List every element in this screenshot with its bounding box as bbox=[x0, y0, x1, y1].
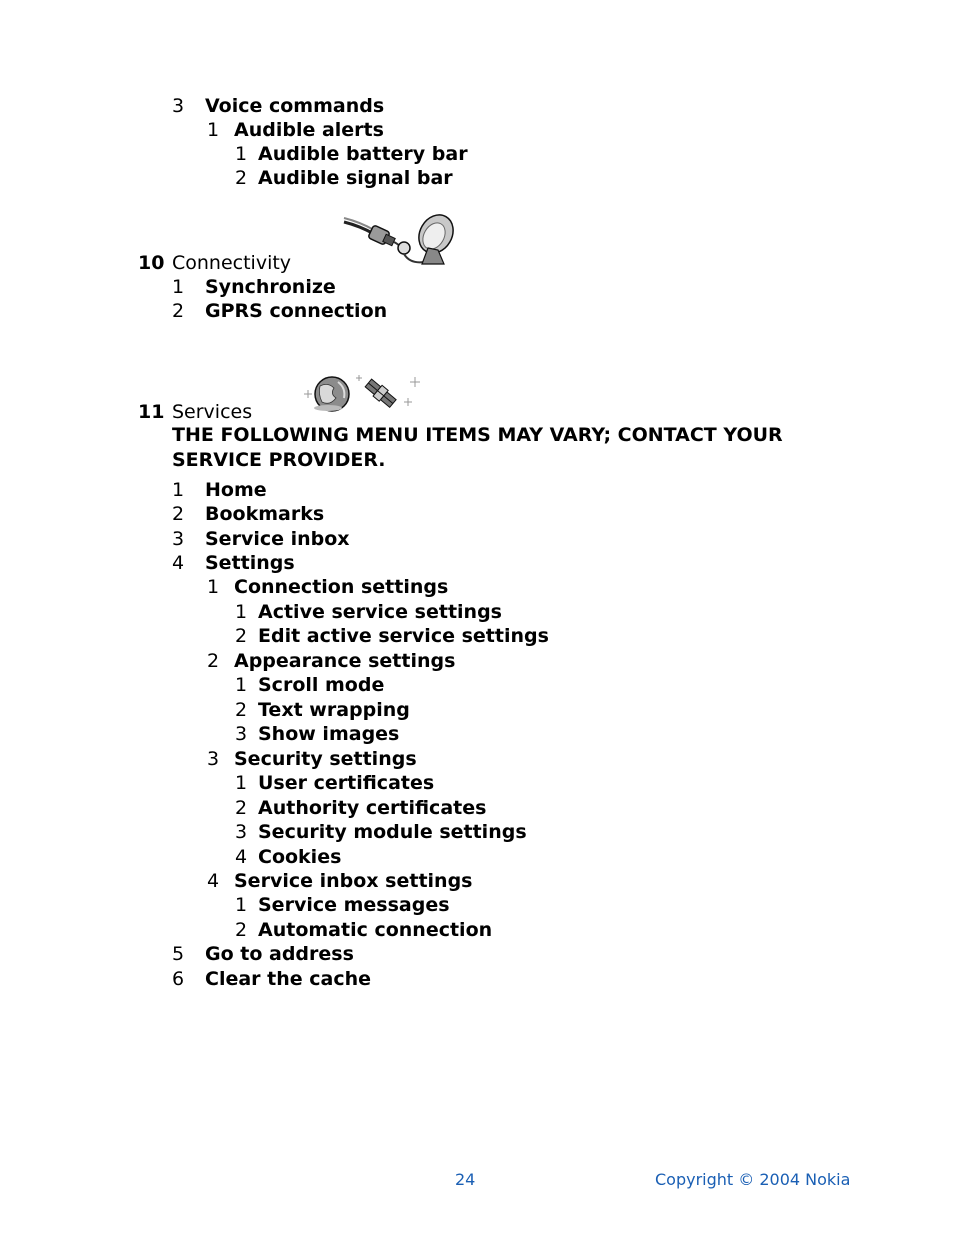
item-number: 1 bbox=[207, 576, 220, 598]
item-number: 1 bbox=[235, 601, 248, 623]
cable-satellite-dish-icon bbox=[340, 212, 456, 268]
menu-item-service-messages: Service messages bbox=[258, 894, 450, 916]
section-title-services: Services bbox=[172, 401, 253, 423]
item-number: 1 bbox=[235, 772, 248, 794]
item-number: 1 bbox=[235, 674, 248, 696]
item-number: 2 bbox=[207, 650, 220, 672]
menu-item-automatic-connection: Automatic connection bbox=[258, 919, 493, 941]
item-number: 6 bbox=[172, 968, 185, 990]
menu-item-text-wrapping: Text wrapping bbox=[258, 699, 410, 721]
item-number: 3 bbox=[235, 821, 248, 843]
menu-item-home: Home bbox=[205, 479, 267, 501]
menu-item-voice-commands: Voice commands bbox=[205, 95, 385, 117]
menu-item-connection-settings: Connection settings bbox=[234, 576, 449, 598]
item-number: 2 bbox=[235, 797, 248, 819]
globe-satellite-icon bbox=[300, 372, 426, 416]
item-number: 1 bbox=[172, 276, 185, 298]
menu-item-user-certificates: User certificates bbox=[258, 772, 435, 794]
menu-item-audible-alerts: Audible alerts bbox=[234, 119, 384, 141]
service-provider-notice: THE FOLLOWING MENU ITEMS MAY VARY; CONTACT YOUR SERVICE PROVIDER. bbox=[172, 424, 783, 471]
menu-item-show-images: Show images bbox=[258, 723, 400, 745]
item-number: 2 bbox=[235, 625, 248, 647]
page-number: 24 bbox=[455, 1170, 476, 1189]
section-title-connectivity: Connectivity bbox=[172, 252, 292, 274]
menu-item-go-to-address: Go to address bbox=[205, 943, 354, 965]
menu-item-audible-signal-bar: Audible signal bar bbox=[258, 167, 453, 189]
menu-item-edit-active-service-settings: Edit active service settings bbox=[258, 625, 549, 647]
menu-item-appearance-settings: Appearance settings bbox=[234, 650, 456, 672]
menu-item-audible-battery-bar: Audible battery bar bbox=[258, 143, 468, 165]
item-number: 3 bbox=[207, 748, 220, 770]
item-number: 5 bbox=[172, 943, 185, 965]
item-number: 3 bbox=[172, 528, 185, 550]
menu-item-scroll-mode: Scroll mode bbox=[258, 674, 385, 696]
item-number: 1 bbox=[235, 143, 248, 165]
menu-item-authority-certificates: Authority certificates bbox=[258, 797, 487, 819]
item-number: 1 bbox=[207, 119, 220, 141]
item-number: 1 bbox=[235, 894, 248, 916]
item-number: 2 bbox=[235, 167, 248, 189]
menu-item-service-inbox: Service inbox bbox=[205, 528, 350, 550]
item-number: 2 bbox=[172, 300, 185, 322]
menu-item-bookmarks: Bookmarks bbox=[205, 503, 325, 525]
item-number: 4 bbox=[207, 870, 220, 892]
menu-item-clear-the-cache: Clear the cache bbox=[205, 968, 372, 990]
item-number: 4 bbox=[172, 552, 185, 574]
menu-item-gprs-connection: GPRS connection bbox=[205, 300, 388, 322]
menu-item-active-service-settings: Active service settings bbox=[258, 601, 502, 623]
item-number: 3 bbox=[235, 723, 248, 745]
item-number: 2 bbox=[172, 503, 185, 525]
item-number: 3 bbox=[172, 95, 185, 117]
item-number: 2 bbox=[235, 919, 248, 941]
menu-item-service-inbox-settings: Service inbox settings bbox=[234, 870, 473, 892]
item-number: 1 bbox=[172, 479, 185, 501]
menu-item-settings: Settings bbox=[205, 552, 295, 574]
menu-item-security-settings: Security settings bbox=[234, 748, 417, 770]
section-number: 10 bbox=[138, 252, 165, 274]
copyright-notice: Copyright © 2004 Nokia bbox=[655, 1170, 851, 1189]
menu-item-security-module-settings: Security module settings bbox=[258, 821, 527, 843]
item-number: 4 bbox=[235, 846, 248, 868]
item-number: 2 bbox=[235, 699, 248, 721]
section-number: 11 bbox=[138, 401, 165, 423]
menu-item-cookies: Cookies bbox=[258, 846, 342, 868]
menu-item-synchronize: Synchronize bbox=[205, 276, 336, 298]
